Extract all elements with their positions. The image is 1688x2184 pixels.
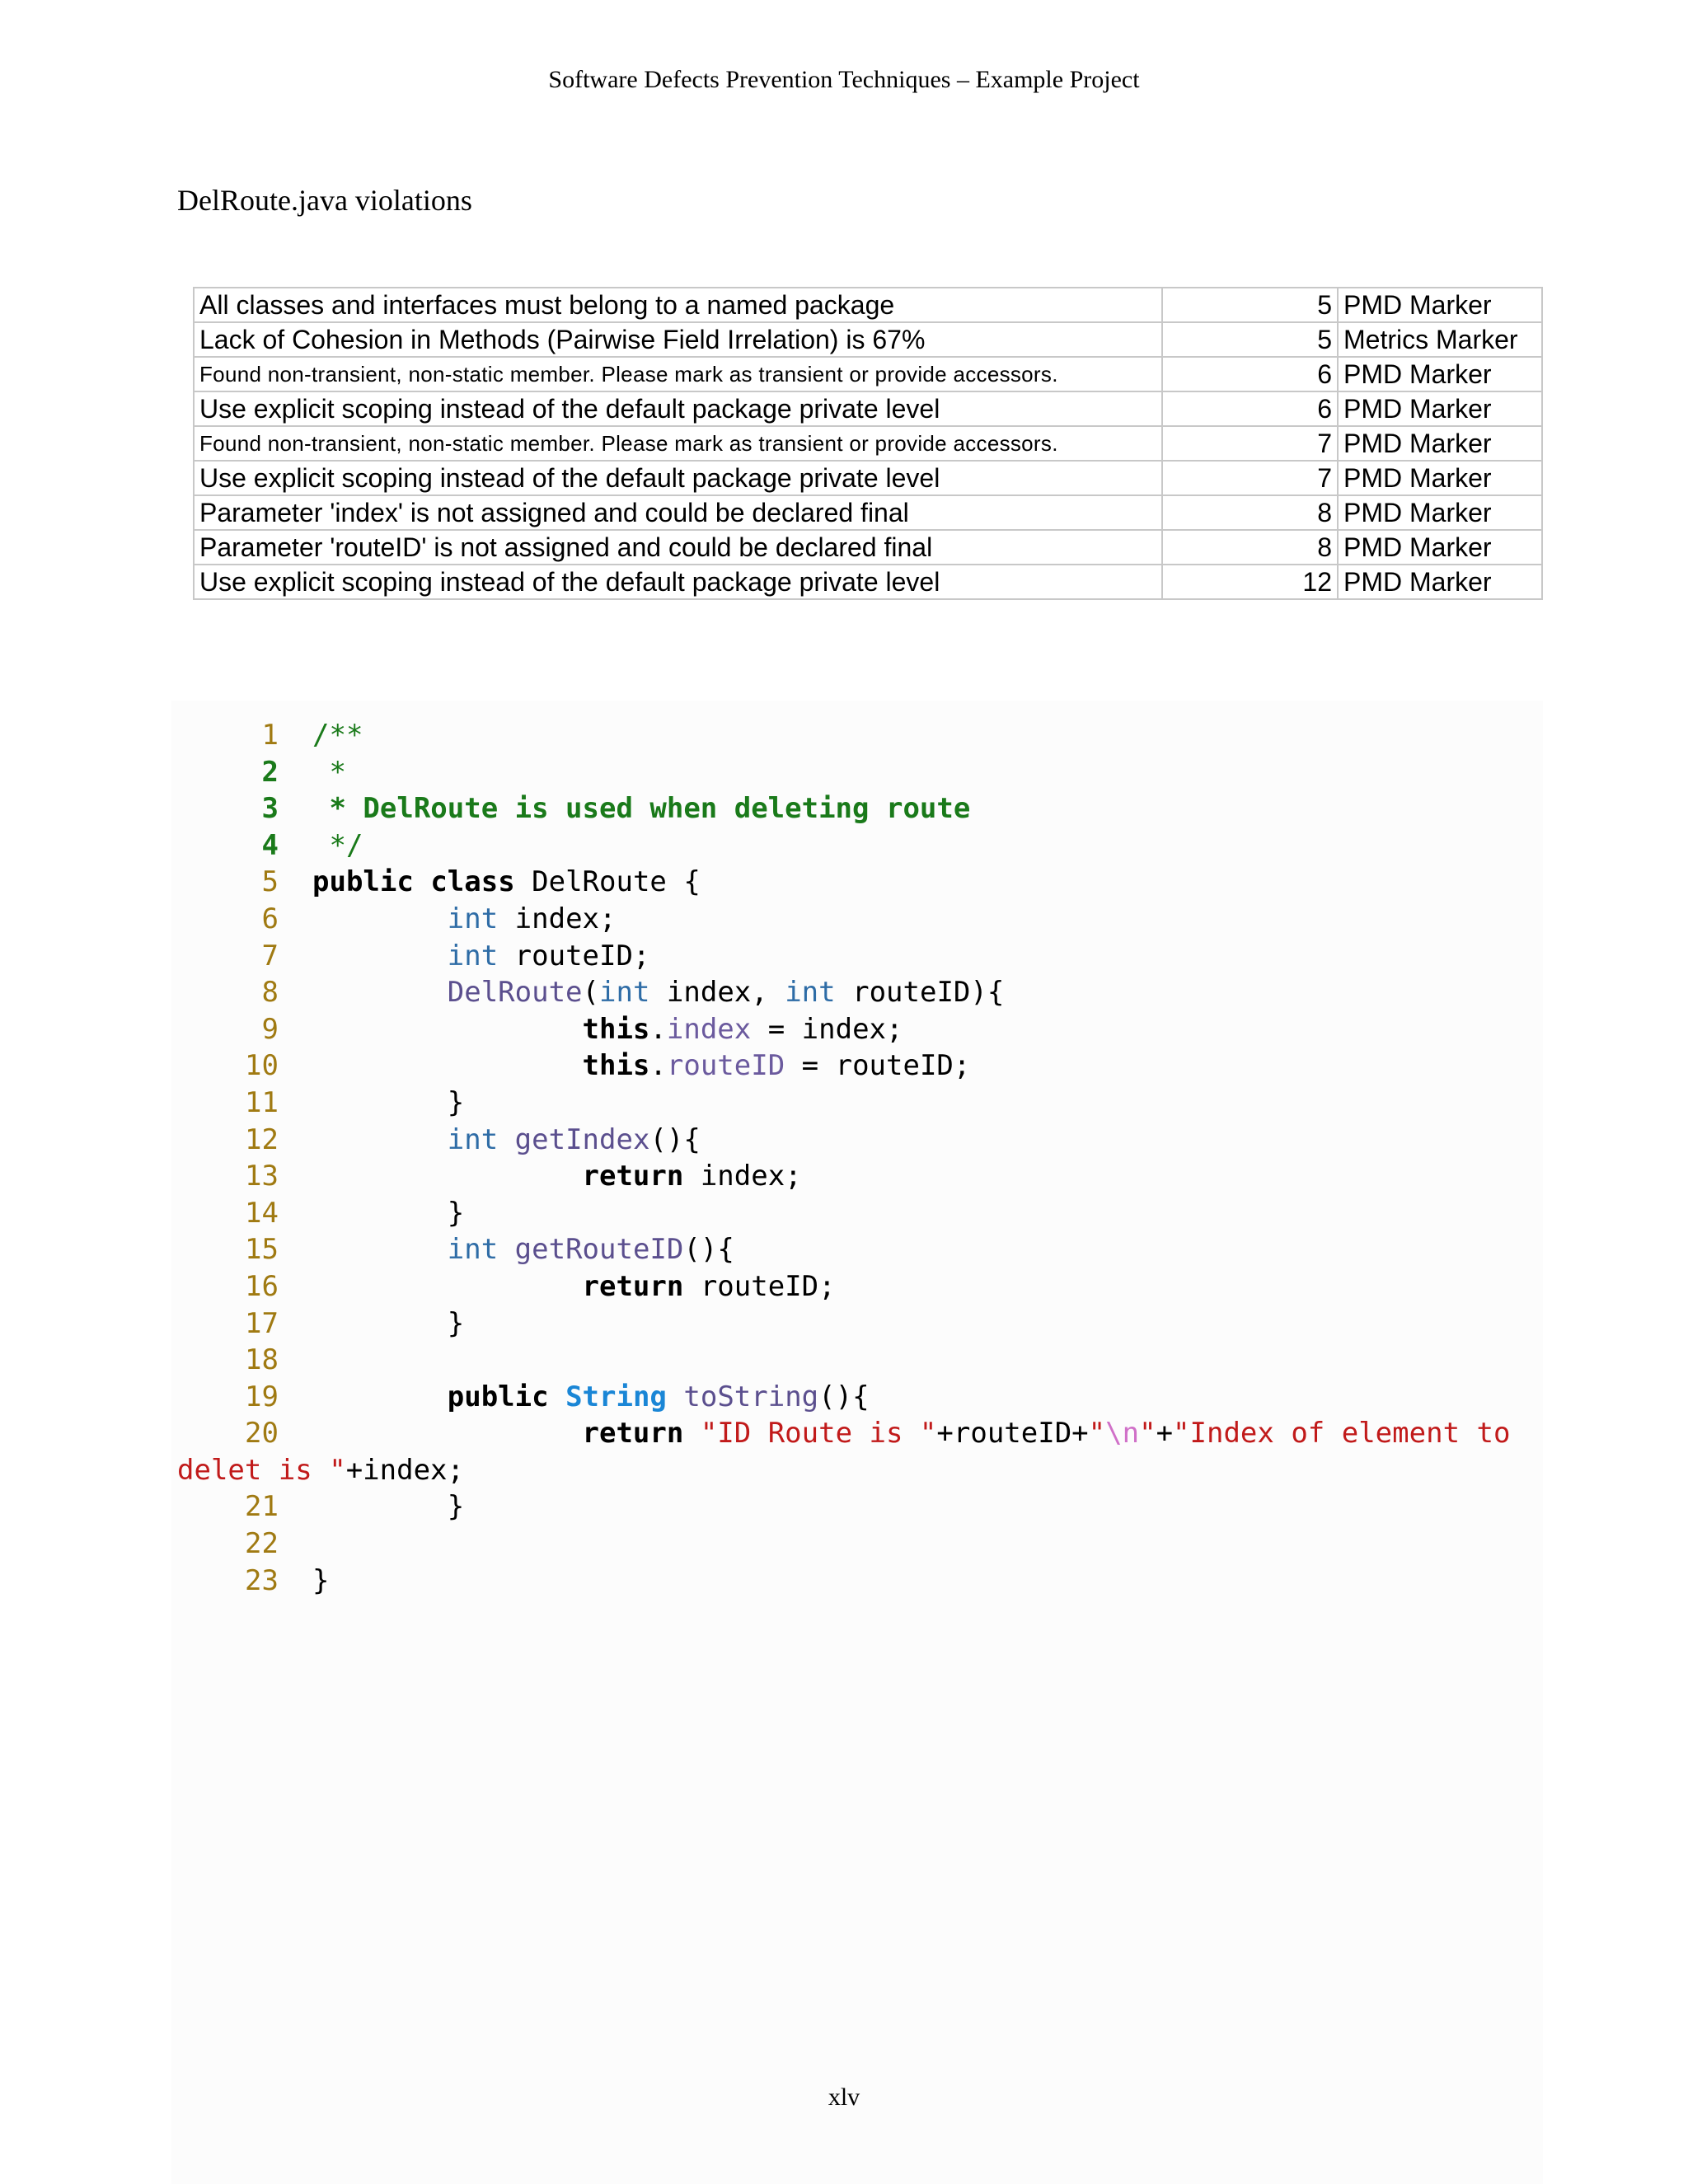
line-number: 13 xyxy=(245,1160,279,1193)
code-token xyxy=(312,1123,448,1156)
code-token xyxy=(312,902,448,935)
code-token: public xyxy=(447,1380,549,1413)
code-token: \n xyxy=(1105,1417,1140,1451)
code-token: int xyxy=(447,1233,499,1267)
code-token xyxy=(549,1380,565,1413)
code-token: (){ xyxy=(649,1122,701,1156)
code-token: delet is " xyxy=(177,1453,346,1487)
violation-line: 5 xyxy=(1162,322,1338,357)
code-token: getRouteID xyxy=(514,1233,684,1267)
violation-line: 7 xyxy=(1162,426,1338,461)
code-token: index xyxy=(666,1012,752,1046)
violation-line: 6 xyxy=(1162,357,1338,391)
code-token: return xyxy=(582,1417,684,1451)
code-token: "ID Route is " xyxy=(700,1417,937,1451)
violations-table xyxy=(193,287,1543,600)
code-line xyxy=(177,1085,1510,1122)
violation-marker: PMD Marker xyxy=(1338,565,1542,599)
code-line xyxy=(177,1122,1510,1159)
code-line xyxy=(177,1195,1510,1232)
code-line xyxy=(177,864,1510,901)
line-number: 22 xyxy=(245,1527,279,1561)
violation-marker: PMD Marker xyxy=(1338,357,1542,391)
code-token: int xyxy=(447,902,499,935)
line-number: 3 xyxy=(261,792,279,826)
code-token: } xyxy=(312,1490,465,1524)
line-number: 14 xyxy=(245,1196,279,1230)
code-token: return xyxy=(582,1160,684,1193)
violation-line: 6 xyxy=(1162,391,1338,426)
line-number: 10 xyxy=(245,1049,279,1083)
code-line xyxy=(177,938,1510,975)
code-token: this xyxy=(582,1012,650,1046)
code-token: toString xyxy=(683,1380,819,1413)
code-token: routeID xyxy=(666,1049,785,1083)
code-token: = routeID; xyxy=(785,1049,971,1083)
code-token: /** xyxy=(312,719,363,752)
code-line xyxy=(177,1563,1510,1600)
line-number: 8 xyxy=(261,976,279,1010)
code-token: +routeID+ xyxy=(936,1417,1089,1451)
page-number: xlv xyxy=(828,2083,860,2111)
code-line xyxy=(177,1231,1510,1268)
code-token: DelRoute { xyxy=(514,865,701,899)
code-line xyxy=(177,717,1510,754)
code-token: int xyxy=(599,976,650,1010)
violation-line: 7 xyxy=(1162,461,1338,495)
code-line xyxy=(177,754,1510,791)
code-line xyxy=(177,1158,1510,1195)
code-token: routeID; xyxy=(498,939,650,972)
violation-message: Use explicit scoping instead of the default package private level xyxy=(194,565,1162,599)
line-number: 12 xyxy=(245,1122,279,1156)
code-line xyxy=(177,1379,1510,1416)
violation-marker: PMD Marker xyxy=(1338,530,1542,565)
line-number: 5 xyxy=(261,865,279,899)
code-token: routeID; xyxy=(683,1269,836,1303)
violation-message: Use explicit scoping instead of the default package private level xyxy=(194,461,1162,495)
code-line xyxy=(177,1526,1510,1563)
line-number: 17 xyxy=(245,1306,279,1340)
violations-table-body xyxy=(194,288,1542,599)
violation-row xyxy=(194,322,1542,357)
code-token: index, xyxy=(649,976,785,1010)
violation-marker: PMD Marker xyxy=(1338,495,1542,530)
code-token xyxy=(667,1380,683,1413)
code-token: * xyxy=(312,755,346,789)
code-token: this xyxy=(582,1049,650,1083)
violation-marker: PMD Marker xyxy=(1338,461,1542,495)
violation-line: 8 xyxy=(1162,530,1338,565)
code-token: int xyxy=(785,976,836,1010)
code-line xyxy=(177,1488,1510,1526)
code-token xyxy=(312,1049,583,1082)
code-token xyxy=(312,1233,448,1266)
code-token: } xyxy=(312,1563,330,1597)
violation-row xyxy=(194,426,1542,461)
code-token: index; xyxy=(498,902,617,935)
code-token xyxy=(312,976,448,1009)
code-token xyxy=(312,940,448,972)
violation-marker: PMD Marker xyxy=(1338,288,1542,322)
line-number: 1 xyxy=(261,719,279,752)
code-token: */ xyxy=(312,828,363,862)
violation-message: Use explicit scoping instead of the default package private level xyxy=(194,391,1162,426)
violation-row xyxy=(194,565,1542,599)
line-number: 15 xyxy=(245,1233,279,1267)
code-line-continuation xyxy=(177,1452,1510,1489)
violation-message: Found non-transient, non-static member. Please mark as transient or provide accessors. xyxy=(194,357,1162,391)
line-number: 21 xyxy=(245,1490,279,1524)
line-number: 18 xyxy=(245,1343,279,1377)
code-token: ( xyxy=(582,976,600,1010)
code-token xyxy=(498,1233,514,1266)
code-token xyxy=(414,865,430,898)
line-number: 11 xyxy=(245,1085,279,1119)
code-token: public xyxy=(312,865,414,899)
violation-line: 5 xyxy=(1162,288,1338,322)
code-token: index; xyxy=(683,1160,802,1193)
code-line xyxy=(177,1342,1510,1379)
code-line xyxy=(177,1415,1510,1452)
code-line xyxy=(177,827,1510,865)
violation-row xyxy=(194,530,1542,565)
code-token: routeID){ xyxy=(835,976,1005,1010)
code-token: int xyxy=(447,1122,499,1156)
violation-message: Parameter 'routeID' is not assigned and could be declared final xyxy=(194,530,1162,565)
line-number: 16 xyxy=(245,1269,279,1303)
code-token: } xyxy=(312,1196,465,1230)
violation-row xyxy=(194,288,1542,322)
code-line xyxy=(177,1047,1510,1085)
code-token: + xyxy=(1156,1417,1174,1451)
code-token: " xyxy=(1139,1417,1156,1451)
violation-message: Parameter 'index' is not assigned and could be declared final xyxy=(194,495,1162,530)
code-token: = index; xyxy=(751,1012,903,1046)
code-token: (){ xyxy=(818,1380,870,1413)
code-token: . xyxy=(649,1012,667,1046)
violation-row xyxy=(194,391,1542,426)
code-line xyxy=(177,1011,1510,1048)
code-line xyxy=(177,1268,1510,1305)
code-token: +index; xyxy=(345,1453,464,1487)
line-number: 4 xyxy=(261,828,279,862)
code-token: DelRoute xyxy=(447,976,583,1010)
code-token: int xyxy=(447,939,499,972)
line-number: 6 xyxy=(261,902,279,935)
code-token xyxy=(312,1380,448,1413)
page-header: Software Defects Prevention Techniques – Example Project xyxy=(548,66,1140,93)
line-number: 2 xyxy=(261,755,279,789)
code-token xyxy=(498,1123,514,1156)
code-token: class xyxy=(430,865,515,899)
violation-row xyxy=(194,357,1542,391)
line-number: 9 xyxy=(261,1012,279,1046)
code-line xyxy=(177,790,1510,827)
violation-marker: PMD Marker xyxy=(1338,391,1542,426)
code-token xyxy=(312,1417,583,1450)
code-token: "Index of element to xyxy=(1173,1417,1511,1451)
line-number: 19 xyxy=(245,1380,279,1413)
code-token xyxy=(312,1270,583,1303)
code-token: getIndex xyxy=(514,1122,650,1156)
line-number: 23 xyxy=(245,1563,279,1597)
violation-row xyxy=(194,461,1542,495)
violation-message: All classes and interfaces must belong to a named package xyxy=(194,288,1162,322)
code-token xyxy=(683,1417,700,1450)
violation-row xyxy=(194,495,1542,530)
line-number: 20 xyxy=(245,1417,279,1451)
code-token xyxy=(312,1013,583,1046)
section-title: DelRoute.java violations xyxy=(177,184,472,217)
code-token: return xyxy=(582,1269,684,1303)
violation-marker: PMD Marker xyxy=(1338,426,1542,461)
code-token xyxy=(312,1160,583,1193)
code-token: * DelRoute is used when deleting route xyxy=(312,792,971,826)
code-token: String xyxy=(565,1380,667,1413)
code-token: (){ xyxy=(683,1233,734,1267)
code-token: } xyxy=(312,1306,465,1340)
violation-message: Found non-transient, non-static member. Please mark as transient or provide accessors. xyxy=(194,426,1162,461)
code-token: " xyxy=(1088,1417,1106,1451)
code-listing xyxy=(177,717,1510,1599)
violation-message: Lack of Cohesion in Methods (Pairwise Field Irrelation) is 67% xyxy=(194,322,1162,357)
code-token: . xyxy=(649,1049,667,1083)
line-number: 7 xyxy=(261,939,279,972)
code-line xyxy=(177,974,1510,1011)
code-line xyxy=(177,901,1510,938)
violation-line: 12 xyxy=(1162,565,1338,599)
violation-line: 8 xyxy=(1162,495,1338,530)
code-token: } xyxy=(312,1085,465,1119)
violation-marker: Metrics Marker xyxy=(1338,322,1542,357)
code-line xyxy=(177,1305,1510,1343)
